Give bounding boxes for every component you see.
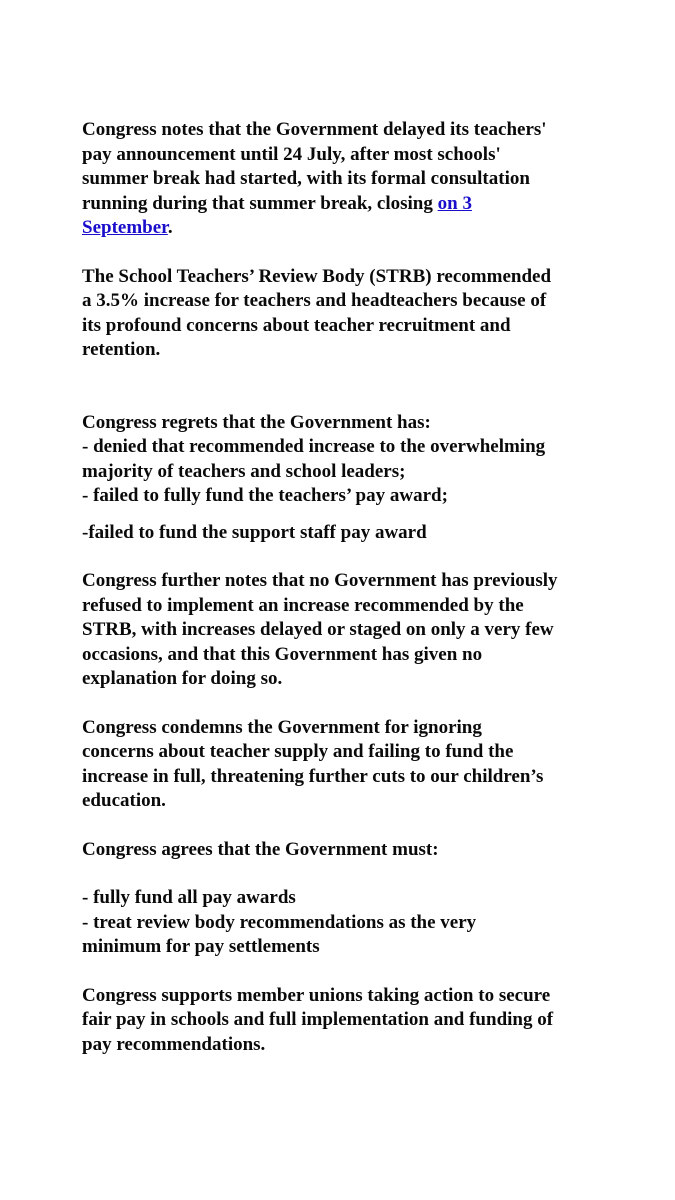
paragraph-strb-recommendation <box>82 265 602 363</box>
text-fragment: . <box>167 217 173 238</box>
text-line: retention. <box>82 339 161 360</box>
text-line: pay recommendations. <box>82 1033 266 1055</box>
paragraph-demands <box>82 886 602 960</box>
text-line: Congress supports member unions taking action to secure <box>82 984 551 1006</box>
text-line: minimum for pay settlements <box>82 936 320 957</box>
text-line: its profound concerns about teacher recruitment and <box>82 314 511 336</box>
paragraph-further-notes <box>82 569 602 692</box>
text-line: The School Teachers’ Review Body (STRB) recommended <box>82 265 552 287</box>
paragraph-condemns <box>82 716 602 814</box>
text-line: - fully fund all pay awards <box>82 887 296 908</box>
text-line: summer break had started, with its formal consultation <box>82 168 530 189</box>
text-line: refused to implement an increase recommended by the <box>82 594 524 616</box>
paragraph-supports-unions <box>82 984 602 1058</box>
text-line: occasions, and that this Government has given no <box>82 643 483 665</box>
paragraph-pay-announcement <box>82 118 602 241</box>
text-line: education. <box>82 790 166 811</box>
link-text: September <box>82 217 168 238</box>
text-line: Congress notes that the Government delayed its teachers' <box>82 119 547 140</box>
text-line: increase in full, threatening further cuts to our children’s <box>82 765 544 787</box>
consultation-date-link-continued[interactable] <box>82 217 168 238</box>
text-line: Congress condemns the Government for ignoring <box>82 716 482 738</box>
text-line: majority of teachers and school leaders; <box>82 460 406 482</box>
consultation-date-link[interactable] <box>438 193 472 214</box>
text-line: concerns about teacher supply and failing to fund the <box>82 741 514 762</box>
paragraph-agrees <box>82 838 602 863</box>
text-line: -failed to fund the support staff pay award <box>82 521 427 543</box>
paragraph-congress-regrets <box>82 411 602 509</box>
text-line: pay announcement until 24 July, after most schools' <box>82 143 501 165</box>
document-body <box>82 118 602 1057</box>
text-line <box>82 216 602 241</box>
text-line: a 3.5% increase for teachers and headteachers because of <box>82 290 547 311</box>
text-line: - denied that recommended increase to the overwhelming <box>82 436 546 457</box>
text-line: Congress further notes that no Government has previously <box>82 570 558 591</box>
text-line <box>82 192 602 217</box>
link-text: on 3 <box>437 192 472 214</box>
text-line: Congress agrees that the Government must: <box>82 838 439 860</box>
text-line: fair pay in schools and full implementation and funding of <box>82 1009 554 1030</box>
text-line: explanation for doing so. <box>82 668 283 689</box>
paragraph-support-staff <box>82 521 602 546</box>
text-line: Congress regrets that the Government has: <box>82 411 431 433</box>
text-fragment: running during that summer break, closing <box>82 192 438 214</box>
text-line: - failed to fully fund the teachers’ pay award; <box>82 485 448 506</box>
text-line: - treat review body recommendations as the very <box>82 911 477 933</box>
text-line: STRB, with increases delayed or staged on only a very few <box>82 619 554 640</box>
